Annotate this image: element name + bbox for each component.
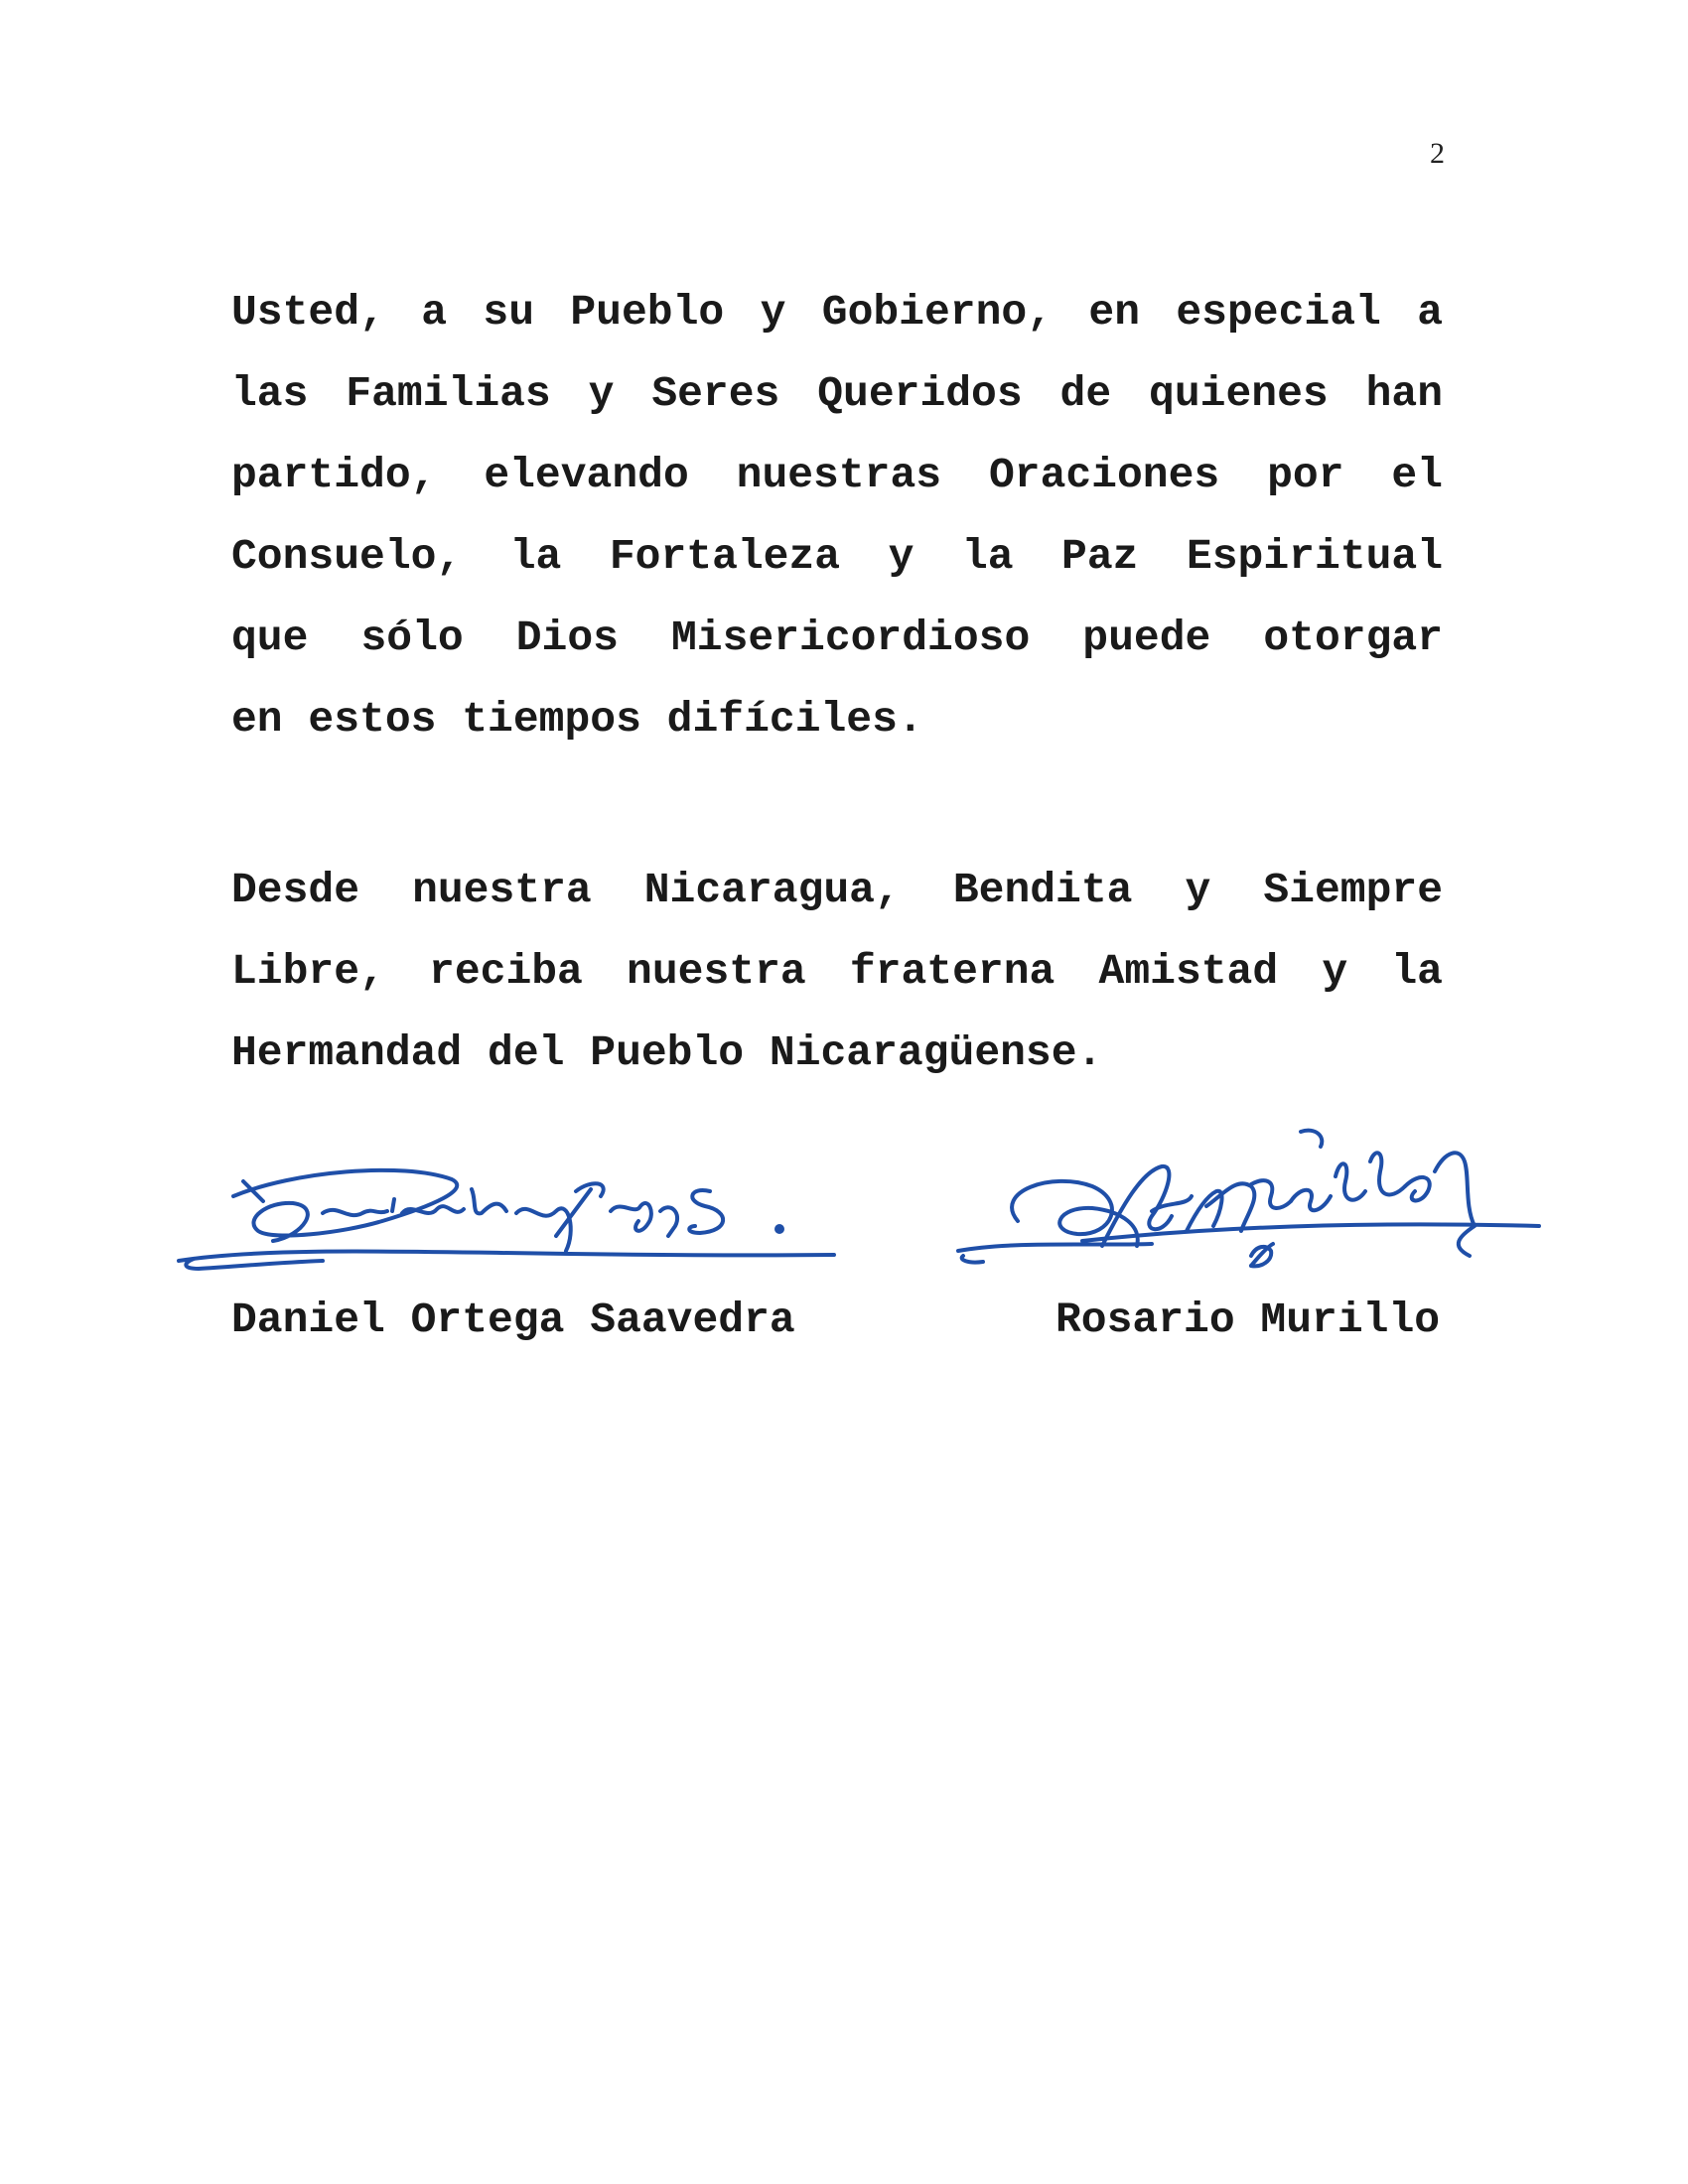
paragraph-line: Hermandad del Pueblo Nicaragüense. — [231, 1028, 1103, 1077]
paragraph-line: partido, elevando nuestras Oraciones por el — [231, 451, 1443, 499]
letter-paragraph-2 — [231, 850, 1443, 1094]
paragraph-line: Desde nuestra Nicaragua, Bendita y Siempre — [231, 866, 1443, 914]
signer-name-2: Rosario Murillo — [1055, 1296, 1441, 1344]
paragraph-line: Libre, reciba nuestra fraterna Amistad y la — [231, 947, 1443, 996]
signer-name-1: Daniel Ortega Saavedra — [231, 1296, 795, 1344]
letter-paragraph-1 — [231, 272, 1443, 760]
signature-daniel-ortega — [174, 1142, 909, 1291]
signature-rosario-murillo — [953, 1117, 1569, 1315]
paragraph-line: Consuelo, la Fortaleza y la Paz Espiritual — [231, 532, 1443, 581]
page-number: 2 — [1430, 137, 1445, 170]
paragraph-line: que sólo Dios Misericordioso puede otorgar — [231, 614, 1443, 662]
paragraph-line: en estos tiempos difíciles. — [231, 695, 923, 744]
paragraph-line: Usted, a su Pueblo y Gobierno, en especial a — [231, 288, 1443, 337]
paragraph-line: las Familias y Seres Queridos de quienes han — [231, 369, 1443, 418]
